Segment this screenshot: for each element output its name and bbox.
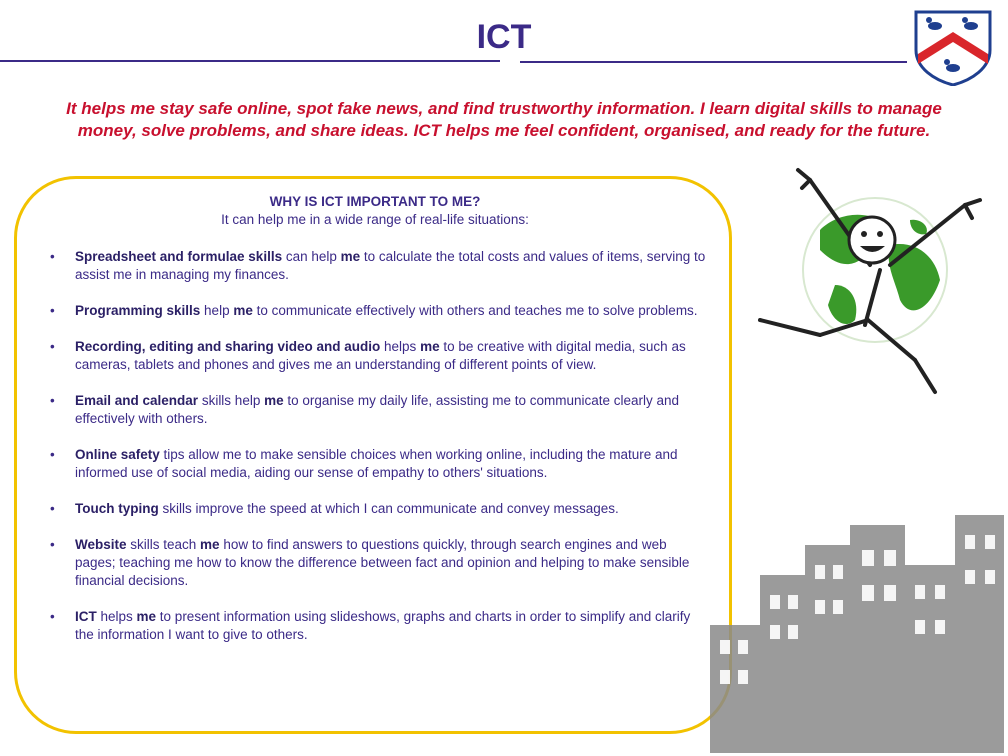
bullet-icon: • — [50, 609, 55, 624]
list-item — [48, 536, 708, 590]
bullet-icon: • — [50, 447, 55, 462]
item-text: skills teach — [126, 537, 201, 552]
item-bold-lead: Recording, editing and sharing video and audio — [75, 339, 381, 354]
item-text: skills improve the speed at which I can communicate and convey messages. — [158, 501, 619, 516]
item-text: can help — [282, 249, 341, 264]
page-title: ICT — [476, 18, 532, 56]
list-item — [48, 338, 708, 374]
item-text: helps — [96, 609, 137, 624]
item-text-rest: to present information using slideshows, graphs and charts in order to simplify and clarify the information I want to give to others. — [75, 609, 691, 642]
item-text-rest: to organise my daily life, assisting me to communicate clearly and effectively with others. — [75, 393, 680, 426]
bullet-icon: • — [50, 501, 55, 516]
panel-heading: WHY IS ICT IMPORTANT TO ME? — [269, 194, 481, 209]
title-rule-left — [0, 60, 500, 62]
list-item — [48, 302, 708, 320]
list-item — [48, 446, 708, 482]
bullet-icon: • — [50, 393, 55, 408]
school-crest-icon — [912, 6, 994, 86]
item-bold-me: me — [200, 537, 220, 552]
list-item — [48, 248, 708, 284]
city-skyline-icon — [700, 505, 1004, 753]
item-bold-lead: ICT — [75, 609, 97, 624]
intro-line-1: It helps me stay safe online, spot fake news, and find trustworthy information. I learn digital skills to manage — [66, 99, 942, 118]
item-text: tips allow me to make sensible choices when working online, including the mature and informed use of social media, aiding our sense of empathy to others' situations. — [75, 447, 678, 480]
globe-stick-figure-icon — [740, 160, 1000, 400]
bullet-icon: • — [50, 339, 55, 354]
title-rule-right — [520, 61, 907, 63]
item-bold-me: me — [340, 249, 361, 264]
list-item — [48, 608, 708, 644]
bullet-icon: • — [50, 537, 55, 552]
item-bold-lead: Email and calendar — [75, 393, 199, 408]
intro-statement — [24, 98, 984, 142]
bullet-icon: • — [50, 249, 55, 264]
item-text: skills help — [198, 393, 265, 408]
item-text: help — [200, 303, 234, 318]
item-bold-me: me — [136, 609, 157, 624]
item-bold-lead: Website — [75, 537, 127, 552]
item-text-rest: to be creative with digital media, such as cameras, tablets and phones and gives me an understanding of different points of view. — [75, 339, 686, 372]
list-item — [48, 500, 708, 518]
bullet-icon: • — [50, 303, 55, 318]
item-text-rest: to calculate the total costs and values of items, serving to assist me in managing my finances. — [75, 249, 706, 282]
panel-subheading: It can help me in a wide range of real-life situations: — [221, 212, 529, 227]
intro-line-2: money, solve problems, and share ideas. ICT helps me feel confident, organised, and ready for the future. — [77, 121, 931, 140]
item-bold-lead: Touch typing — [75, 501, 159, 516]
item-text-rest: how to find answers to questions quickly, through search engines and web pages; teaching me how to know the difference between fact and opinion and helping to make sensible financial decisions. — [75, 537, 690, 588]
item-bold-lead: Online safety — [75, 447, 160, 462]
list-item — [48, 392, 708, 428]
item-text-rest: to communicate effectively with others and teaches me to solve problems. — [252, 303, 698, 318]
item-bold-lead: Spreadsheet and formulae skills — [75, 249, 283, 264]
item-bold-lead: Programming skills — [75, 303, 201, 318]
item-text: helps — [380, 339, 421, 354]
benefits-list — [48, 248, 708, 662]
item-bold-me: me — [264, 393, 284, 408]
item-bold-me: me — [420, 339, 440, 354]
item-bold-me: me — [233, 303, 253, 318]
